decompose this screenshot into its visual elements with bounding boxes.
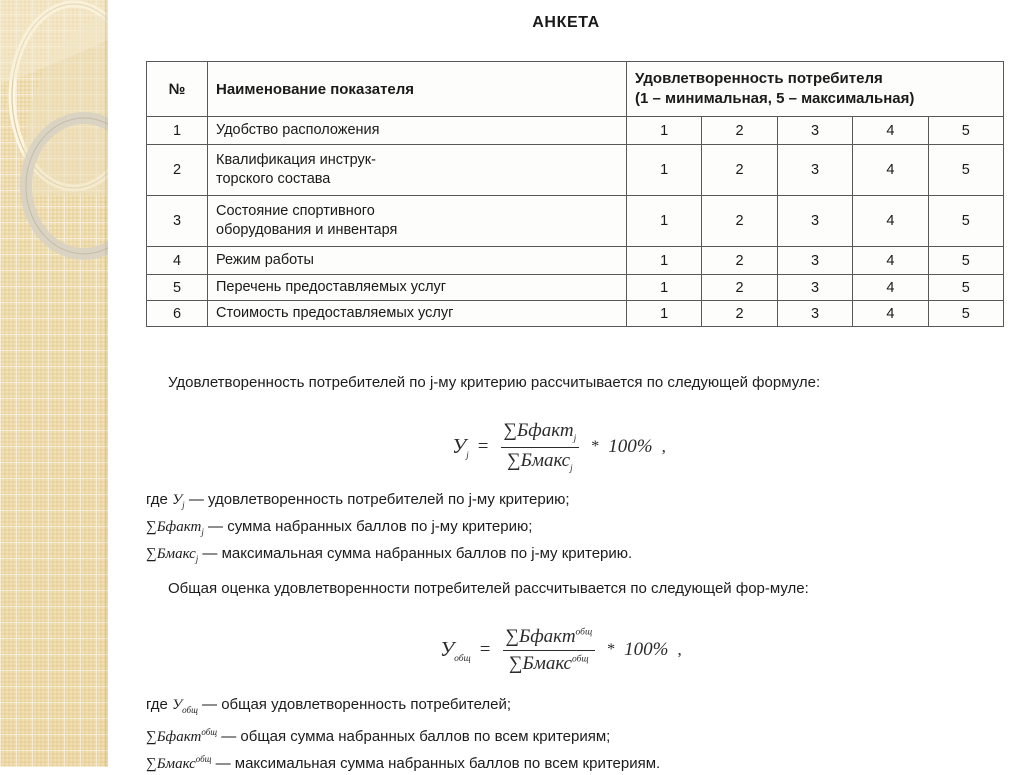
formula-criterion-satisfaction — [452, 420, 666, 474]
header-satisfaction — [627, 62, 1004, 117]
rating-option-2[interactable]: 2 — [702, 145, 777, 196]
formula2-numerator: ∑Бфакт$^{общ}$ — [505, 626, 593, 647]
row-number: 1 — [147, 117, 208, 145]
rating-option-2[interactable]: 2 — [702, 117, 777, 145]
formula2-operator: * — [607, 641, 616, 659]
row-indicator-name: Удобство расположения — [208, 117, 627, 145]
rating-option-4[interactable]: 4 — [853, 145, 928, 196]
decorative-side-band — [0, 0, 108, 767]
formula1-percent: 100% — [608, 436, 653, 458]
header-satisfaction-line1: Удовлетворенность потребителя — [635, 69, 883, 87]
table-row — [147, 145, 1004, 196]
row-number: 4 — [147, 247, 208, 275]
row-number: 2 — [147, 145, 208, 196]
definition-line — [146, 694, 660, 721]
definition-symbol: $У_{общ}$ — [172, 697, 198, 715]
definition-symbol: ∑Бфакт$^{общ}$ — [146, 727, 218, 745]
row-number: 5 — [147, 275, 208, 301]
rating-option-5[interactable]: 5 — [928, 196, 1003, 247]
formula1-numerator: ∑Бфакт$_j$ — [503, 420, 577, 444]
table-row — [147, 247, 1004, 275]
rating-option-5[interactable]: 5 — [928, 275, 1003, 301]
definition-line — [146, 516, 632, 543]
formula2-fraction — [499, 626, 598, 675]
definition-prefix: где — [146, 696, 173, 713]
rating-option-3[interactable]: 3 — [777, 117, 852, 145]
header-satisfaction-line2: (1 – минимальная, 5 – максимальная) — [635, 90, 915, 107]
rating-option-2[interactable]: 2 — [702, 275, 777, 301]
survey-table — [146, 61, 1004, 327]
rating-option-1[interactable]: 1 — [627, 196, 702, 247]
row-indicator-name: Состояние спортивного оборудования и инвентаря — [208, 196, 627, 247]
definition-symbol: ∑Бмакс$^{общ}$ — [146, 754, 212, 772]
definitions-overall — [146, 694, 660, 775]
rating-option-5[interactable]: 5 — [928, 117, 1003, 145]
definition-line — [146, 721, 660, 748]
rating-option-3[interactable]: 3 — [777, 301, 852, 327]
definition-text: — максимальная сумма набранных баллов по всем критериям. — [211, 755, 661, 772]
definition-line — [146, 489, 632, 516]
table-row — [147, 196, 1004, 247]
formula1-fraction — [498, 420, 583, 474]
definition-symbol: ∑Бфакт$_j$ — [146, 519, 204, 537]
definition-line — [146, 543, 632, 570]
rating-option-4[interactable]: 4 — [853, 301, 928, 327]
row-indicator-name: Перечень предоставляемых услуг — [208, 275, 627, 301]
definition-text: — максимальная сумма набранных баллов по j-му критерию. — [198, 545, 633, 562]
definition-text: — общая удовлетворенность потребителей; — [197, 696, 512, 713]
rating-option-2[interactable]: 2 — [702, 196, 777, 247]
formula1-lhs: $У_j$ — [452, 433, 469, 461]
band-edge-shadow — [105, 0, 108, 767]
definition-text: — общая сумма набранных баллов по всем критериям; — [217, 728, 611, 745]
table-row — [147, 117, 1004, 145]
definition-text: — сумма набранных баллов по j-му критерию; — [203, 518, 533, 535]
rating-option-1[interactable]: 1 — [627, 301, 702, 327]
definition-symbol: $У_j$ — [172, 492, 185, 510]
page-title: АНКЕТА — [532, 14, 600, 31]
header-indicator-name: Наименование показателя — [208, 62, 627, 117]
formula1-equals: = — [477, 436, 489, 458]
rating-option-1[interactable]: 1 — [627, 247, 702, 275]
row-number: 6 — [147, 301, 208, 327]
formula2-trailing-comma: , — [677, 640, 682, 660]
rating-option-2[interactable]: 2 — [702, 301, 777, 327]
rating-option-2[interactable]: 2 — [702, 247, 777, 275]
rating-option-1[interactable]: 1 — [627, 145, 702, 196]
rating-option-3[interactable]: 3 — [777, 275, 852, 301]
formula2-lhs: $У_{общ}$ — [440, 636, 471, 664]
definition-prefix: где — [146, 491, 173, 508]
table-body — [147, 117, 1004, 327]
rating-option-3[interactable]: 3 — [777, 247, 852, 275]
definition-text: — удовлетворенность потребителей по j-му критерию; — [184, 491, 570, 508]
formula2-denominator: ∑Бмакс$^{общ}$ — [503, 650, 595, 675]
paragraph-overall-intro: Общая оценка удовлетворенности потребителей рассчитывается по следующей фор-муле: — [168, 580, 809, 597]
formula1-denominator: ∑Бмакс$_j$ — [501, 447, 579, 475]
formula2-equals: = — [479, 639, 491, 661]
formula-overall-satisfaction — [440, 626, 682, 675]
table-header — [147, 62, 1004, 117]
formula1-trailing-comma: , — [661, 437, 666, 457]
rating-option-4[interactable]: 4 — [853, 247, 928, 275]
rating-option-5[interactable]: 5 — [928, 247, 1003, 275]
definitions-criterion — [146, 489, 632, 570]
table-header-row — [147, 62, 1004, 117]
rating-option-4[interactable]: 4 — [853, 275, 928, 301]
formula1-operator: * — [591, 438, 600, 456]
decorative-rings-graphic — [0, 0, 108, 767]
row-indicator-name: Режим работы — [208, 247, 627, 275]
rating-option-1[interactable]: 1 — [627, 117, 702, 145]
formula2-percent: 100% — [624, 639, 669, 661]
row-indicator-name: Квалификация инструк- торского состава — [208, 145, 627, 196]
table-row — [147, 275, 1004, 301]
definition-line — [146, 748, 660, 775]
rating-option-1[interactable]: 1 — [627, 275, 702, 301]
header-number: № — [147, 62, 208, 117]
rating-option-5[interactable]: 5 — [928, 301, 1003, 327]
rating-option-5[interactable]: 5 — [928, 145, 1003, 196]
row-number: 3 — [147, 196, 208, 247]
paragraph-criterion-intro: Удовлетворенность потребителей по j-му критерию рассчитывается по следующей формуле: — [168, 374, 821, 391]
rating-option-4[interactable]: 4 — [853, 196, 928, 247]
row-indicator-name: Стоимость предоставляемых услуг — [208, 301, 627, 327]
definition-symbol: ∑Бмакс$_j$ — [146, 546, 199, 564]
rating-option-4[interactable]: 4 — [853, 117, 928, 145]
table-row — [147, 301, 1004, 327]
rating-option-3[interactable]: 3 — [777, 145, 852, 196]
rating-option-3[interactable]: 3 — [777, 196, 852, 247]
